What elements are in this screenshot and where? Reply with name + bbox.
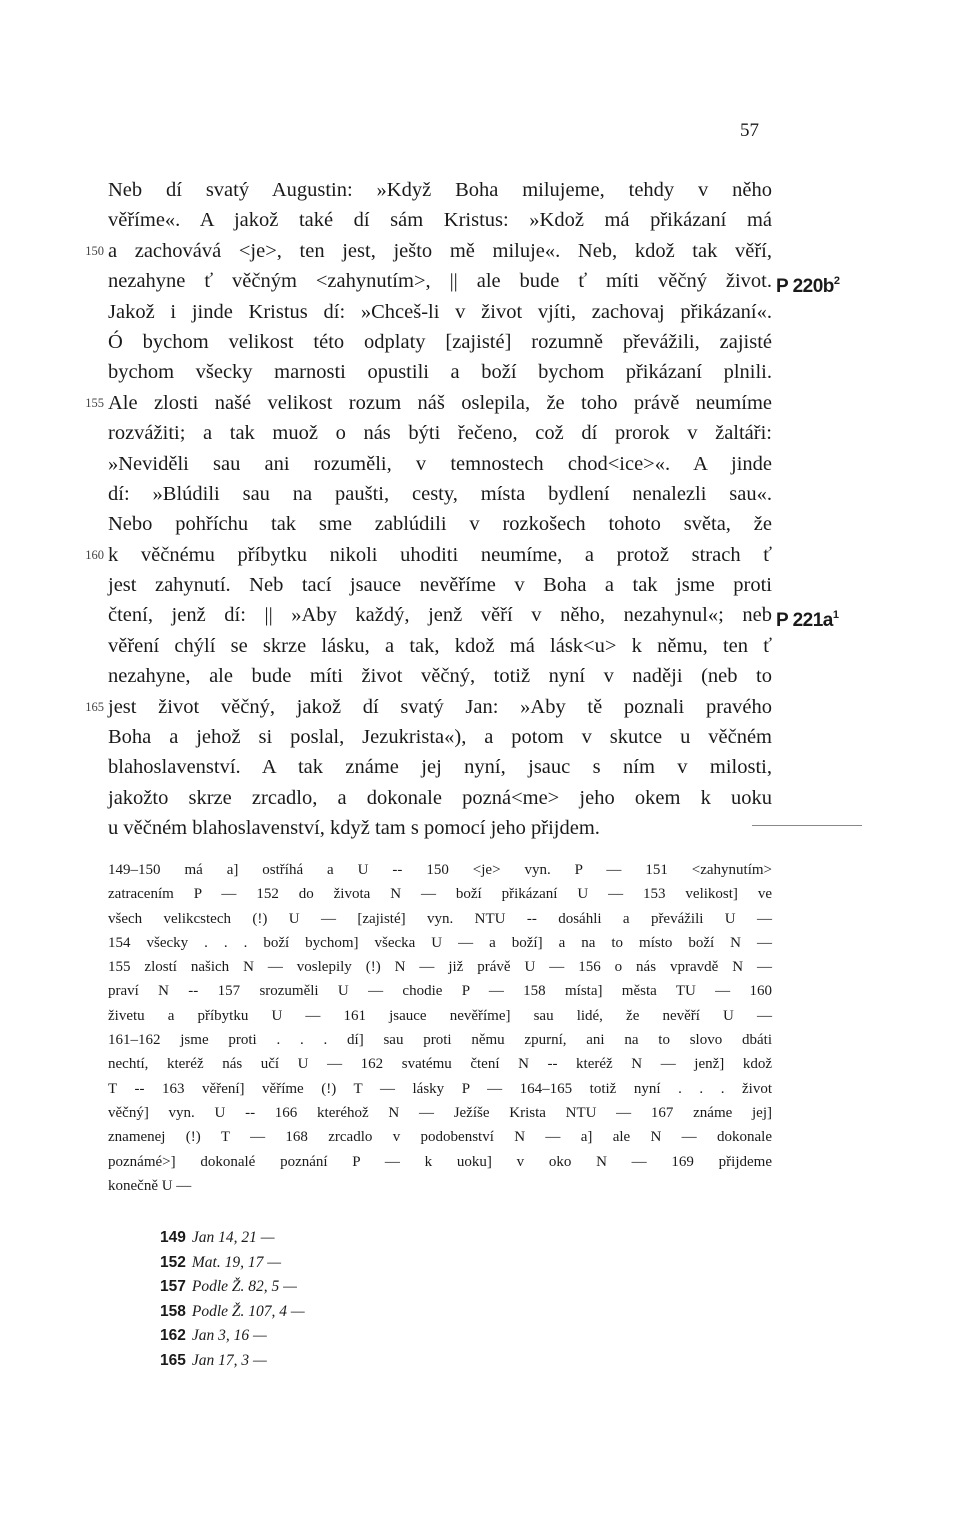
text-line [85, 388, 772, 418]
line-text: Ó bychom velikost této odplaty [zajisté] rozumně převážili, zajisté [108, 330, 772, 353]
reference-line [160, 1349, 305, 1374]
line-text: jest zahynutí. Neb tací jsauce nevěříme v Boha a tak jsme proti [108, 574, 772, 597]
page-number: 57 [740, 120, 759, 141]
line-text: Neb dí svatý Augustin: »Když Boha milujeme, tehdy v něho [108, 179, 772, 201]
apparatus-line: všech velikcstech (!) U — [zajisté] vyn. NTU -- dosáhli a převážili U — [108, 910, 772, 927]
reference-text: Podle Ž. 82, 5 — [191, 1278, 297, 1295]
text-line [108, 449, 772, 479]
text-line [108, 297, 772, 327]
reference-number: 149 [160, 1229, 186, 1246]
folio-label: P 220b [776, 276, 834, 298]
apparatus-line: poznámé>] dokonalé poznání P — k uoku] v oko N — 169 přijdeme [108, 1153, 772, 1170]
critical-apparatus [108, 858, 772, 1198]
bible-references [160, 1226, 305, 1373]
text-line [108, 418, 772, 448]
manuscript-folio-marker [776, 600, 839, 636]
line-text: jakožto skrze zrcadlo, a dokonale pozná<me> jeho okem k uoku [108, 786, 772, 809]
line-text: blahoslavenství. A tak známe jej nyní, jsauc s ním v milosti, [108, 756, 772, 779]
apparatus-line: znamenej (!) T — 168 zrcadlo v podobenství N — a] ale N — dokonale [108, 1129, 772, 1146]
reference-number: 158 [160, 1302, 186, 1320]
apparatus-line: zatracením P — 152 do života N — boží přikázaní U — 153 velikost] ve [108, 886, 772, 903]
line-text: bychom všecky marnosti opustili a boží bychom přikázaní plnili. [108, 361, 772, 384]
text-line [108, 661, 772, 691]
line-text: čtení, jenž dí: || »Aby každý, jenž věří v něho, nezahynul«; neb [108, 604, 772, 627]
text-line [108, 631, 772, 661]
text-line [108, 205, 772, 235]
folio-label: P 221a [776, 610, 833, 632]
apparatus-line: 155 zlostí našich N — voslepily (!) N — již právě U — 156 o nás vpravdě N — [108, 959, 772, 976]
apparatus-line: 149–150 má a] ostříhá a U -- 150 <je> vyn. P — 151 <zahynutím> [108, 862, 772, 878]
line-text: věříme«. A jakož také dí sám Kristus: »Kdož má přikázaní má [108, 209, 772, 232]
text-line [108, 175, 772, 205]
text-line [108, 266, 840, 298]
text-line [108, 479, 772, 509]
line-number: 150 [85, 243, 104, 258]
text-line [108, 327, 772, 357]
apparatus-line: 161–162 jsme proti . . . dí] sau proti němu zpurní, ani na to slovo dbáti [108, 1032, 772, 1049]
manuscript-folio-marker [776, 266, 840, 302]
reference-text: Jan 14, 21 — [191, 1229, 275, 1246]
line-text: Boha a jehož si poslal, Jezukrista«), a potom v skutce u věčném [108, 726, 772, 749]
apparatus-line: nechtí, kteréž nás učí U — 162 svatému čtení N -- kteréž N — jenž] kdož [108, 1056, 772, 1073]
reference-number: 152 [160, 1253, 186, 1271]
text-line [108, 783, 772, 813]
line-text: u věčném blahoslavenství, když tam s pomocí jeho přijdem. [108, 817, 600, 840]
line-text: nezahyne, ale bude míti život věčný, totiž nyní v naději (neb to [108, 665, 772, 688]
line-number: 165 [85, 699, 104, 714]
text-line [85, 236, 772, 266]
line-text: věření chýlí se skrze lásku, a tak, kdož má lásk<u> k němu, ten ť [108, 634, 772, 657]
text-line [108, 752, 772, 782]
apparatus-line: konečně U — [108, 1177, 192, 1194]
text-line [108, 357, 772, 387]
apparatus-line: praví N -- 157 srozuměli U — chodie P — 158 místa] města TU — 160 [108, 983, 772, 1000]
line-text: rozvážiti; a tak muož o nás býti řečeno, což dí prorok v žaltáři: [108, 422, 772, 445]
reference-line [160, 1226, 305, 1251]
line-text: Ale zlosti našé velikost rozum náš oslepila, že toho právě neumíme [108, 391, 772, 414]
apparatus-line: T -- 163 věření] věříme (!) T — lásky P — 164–165 totiž nyní . . . život [108, 1080, 772, 1097]
main-text [85, 175, 840, 844]
text-line [85, 692, 772, 722]
text-line [108, 570, 772, 600]
apparatus-line: 154 všecky . . . boží bychom] všecka U — a boží] a na to místo boží N — [108, 934, 772, 951]
text-line [85, 540, 772, 570]
text-line [108, 509, 772, 539]
separator-rule [752, 825, 862, 826]
text-line [108, 813, 772, 843]
reference-number: 157 [160, 1278, 186, 1295]
apparatus-line: věčný] vyn. U -- 166 kteréhož N — Ježíše Krista NTU — 167 známe jej] [108, 1104, 772, 1121]
line-text: dí: »Blúdili sau na paušti, cesty, místa bydlení nenalezli sau«. [108, 482, 772, 505]
reference-line [160, 1275, 305, 1300]
reference-text: Jan 3, 16 — [191, 1327, 267, 1344]
folio-superscript: 2 [833, 275, 840, 288]
text-line [108, 722, 772, 752]
reference-text: Mat. 19, 17 — [191, 1253, 281, 1271]
line-text: a zachovává <je>, ten jest, ješto mě miluje«. Neb, kdož tak věří, [108, 239, 772, 262]
apparatus-line: živetu a příbytku U — 161 jsauce nevěříme] sau lidé, že nevěří U — [108, 1007, 772, 1024]
reference-number: 162 [160, 1327, 186, 1344]
line-text: k věčnému příbytku nikoli uhoditi neumíme, a protož strach ť [108, 543, 772, 566]
reference-text: Podle Ž. 107, 4 — [191, 1302, 305, 1320]
reference-line [160, 1251, 305, 1276]
line-text: nezahyne ť věčným <zahynutím>, || ale bude ť míti věčný život. [108, 270, 772, 293]
line-text: jest život věčný, jakož dí svatý Jan: »Aby tě poznali pravého [108, 695, 772, 718]
reference-number: 165 [160, 1351, 186, 1369]
folio-superscript: 1 [832, 609, 839, 622]
line-text: Nebo pohříchu tak sme zablúdili v rozkošech tohoto světa, že [108, 513, 772, 536]
text-line [108, 600, 839, 632]
line-text: Jakož i jinde Kristus dí: »Chceš-li v život vjíti, zachovaj přikázaní«. [108, 300, 772, 323]
line-number: 160 [85, 547, 104, 562]
line-text: »Neviděli sau ani rozuměli, v temnostech chod<ice>«. A jinde [108, 452, 772, 475]
reference-text: Jan 17, 3 — [191, 1351, 267, 1369]
line-number: 155 [85, 395, 104, 410]
reference-line [160, 1324, 305, 1349]
reference-line [160, 1300, 305, 1325]
